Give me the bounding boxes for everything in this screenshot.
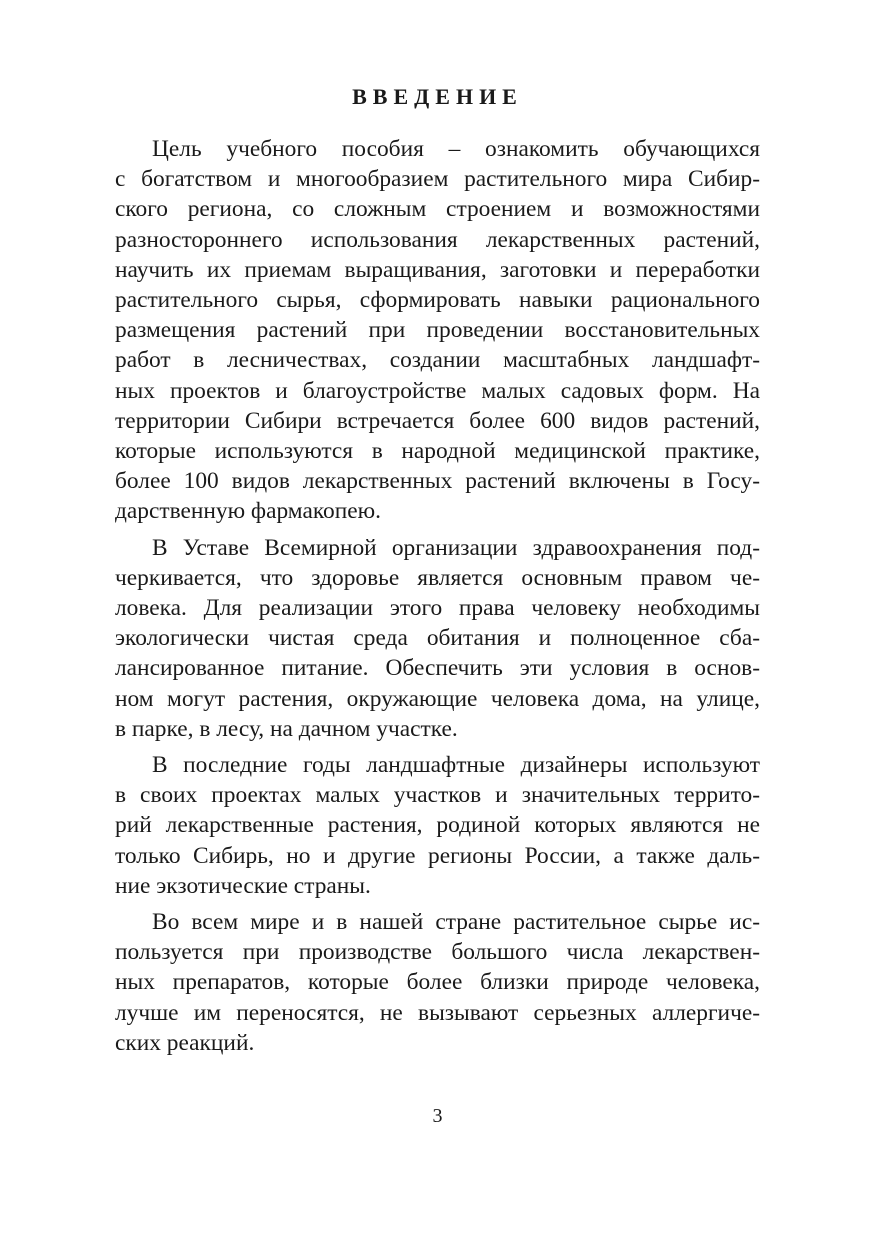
text-line: размещения растений при проведении восстановительных — [115, 317, 760, 344]
text-line: пользуется при производстве большого числа лекарствен- — [115, 939, 760, 966]
text-line: дарственную фармакопею. — [115, 498, 381, 525]
text-line: только Сибирь, но и другие регионы России, а также даль- — [115, 842, 760, 869]
text-line: ном могут растения, окружающие человека дома, на улице, — [115, 685, 760, 712]
text-line: ских реакций. — [115, 1029, 255, 1056]
paragraph — [115, 907, 760, 1058]
text-line: работ в лесничествах, создании масштабных ландшафт- — [115, 347, 760, 374]
text-line: В Уставе Всемирной организации здравоохранения под- — [152, 534, 760, 561]
text-line: территории Сибири встречается более 600 видов растений, — [115, 407, 760, 434]
text-line: рий лекарственные растения, родиной которых являются не — [115, 812, 760, 839]
text-line: в парке, в лесу, на дачном участке. — [115, 715, 458, 742]
text-line: экологически чистая среда обитания и полноценное сба- — [115, 625, 760, 652]
body-text — [115, 134, 760, 1058]
text-line: черкивается, что здоровье является основным правом че- — [115, 564, 760, 591]
text-line: В последние годы ландшафтные дизайнеры используют — [152, 752, 760, 779]
text-line: ных препаратов, которые более близки природе человека, — [115, 969, 760, 996]
text-line: ние экзотические страны. — [115, 872, 371, 899]
paragraph — [115, 750, 760, 901]
text-line: ловека. Для реализации этого права человеку необходимы — [115, 595, 760, 622]
text-line: разностороннего использования лекарственных растений, — [115, 226, 760, 253]
text-line: которые используются в народной медицинской практике, — [115, 438, 760, 465]
text-line: Цель учебного пособия – ознакомить обучающихся — [152, 136, 760, 162]
text-line: в своих проектах малых участков и значительных террито- — [115, 782, 760, 809]
text-line: научить их приемам выращивания, заготовки и переработки — [115, 256, 760, 283]
text-line: более 100 видов лекарственных растений включены в Госу- — [115, 468, 760, 495]
text-line: лансированное питание. Обеспечить эти условия в основ- — [115, 655, 760, 682]
text-line: растительного сырья, сформировать навыки рационального — [115, 287, 760, 314]
text-line: Во всем мире и в нашей стране растительное сырье ис- — [152, 909, 760, 936]
page-number: 3 — [432, 1105, 443, 1127]
text-line: ных проектов и благоустройстве малых садовых форм. На — [115, 377, 760, 404]
paragraph — [115, 134, 760, 527]
document-page — [115, 82, 760, 1064]
section-heading: ВВЕДЕНИЕ — [352, 84, 523, 109]
text-line: ского региона, со сложным строением и возможностями — [115, 196, 760, 223]
text-line: лучше им переносятся, не вызывают серьезных аллергиче- — [115, 999, 760, 1026]
paragraph — [115, 533, 760, 744]
text-line: с богатством и многообразием растительного мира Сибир- — [115, 166, 760, 193]
